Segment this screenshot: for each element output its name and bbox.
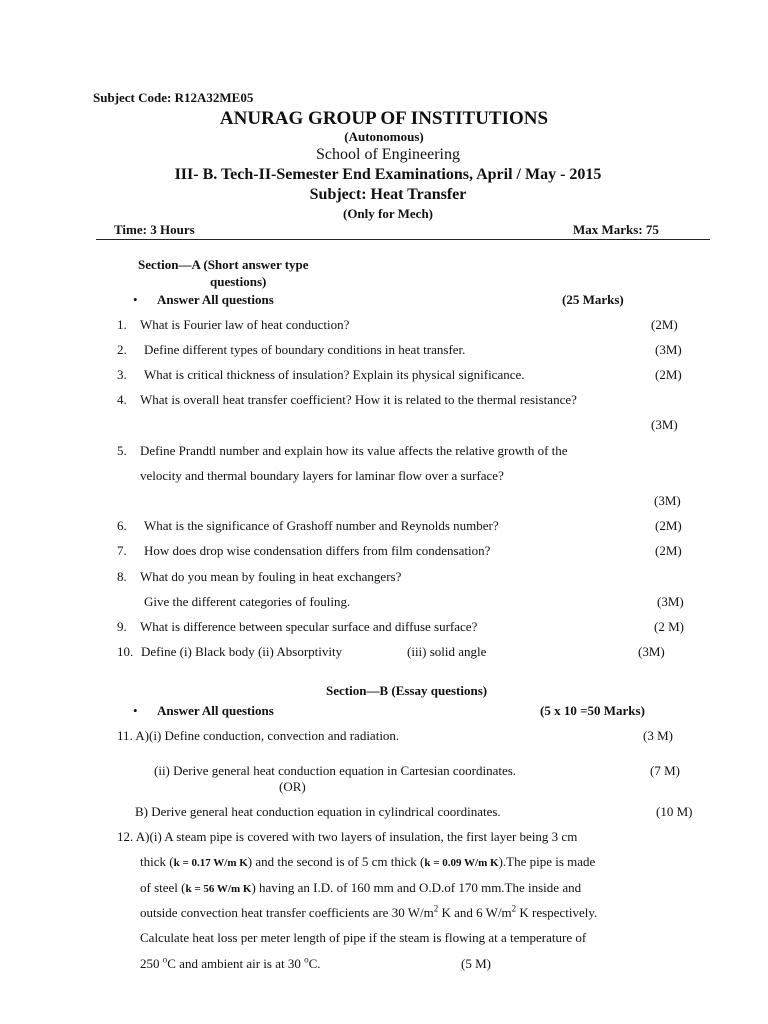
bullet-icon: • (133, 703, 138, 718)
question-text: Define (i) Black body (ii) Absorptivity (141, 644, 343, 659)
question-12-line (140, 905, 597, 921)
section-b-marks: (5 x 10 =50 Marks) (540, 703, 645, 718)
question-marks: (10 M) (656, 804, 693, 819)
text-run: C and ambient air is at 30 (167, 956, 305, 971)
text-run: C. (308, 956, 321, 971)
degree-symbol: o (162, 954, 168, 965)
max-marks-label: Max Marks: 75 (573, 222, 659, 237)
question-text: Define different types of boundary conditions in heat transfer. (144, 342, 466, 357)
question-number: 1. (117, 317, 127, 332)
question-text: What is Fourier law of heat conduction? (140, 317, 350, 332)
text-run: K and 6 W/m (438, 905, 512, 920)
text-run: of steel ( (140, 880, 186, 895)
section-a-marks: (25 Marks) (562, 292, 624, 307)
section-a-title-cont: questions) (210, 274, 267, 289)
text-run: ) and the second is of 5 cm thick ( (247, 854, 425, 869)
conductivity-value: k = 0.17 W/m K (173, 857, 248, 869)
question-text: Define Prandtl number and explain how its value affects the relative growth of the (140, 443, 568, 458)
question-11a-i: 11. A)(i) Define conduction, convection and radiation. (117, 728, 400, 743)
question-marks: (3M) (655, 342, 682, 357)
question-text-cont: velocity and thermal boundary layers for laminar flow over a surface? (140, 468, 504, 483)
question-marks: (2M) (655, 518, 682, 533)
question-text: What is the significance of Grashoff number and Reynolds number? (144, 518, 499, 533)
question-marks: (2 M) (654, 619, 684, 634)
question-11b: B) Derive general heat conduction equation in cylindrical coordinates. (135, 804, 501, 819)
superscript: 2 (511, 903, 517, 914)
question-marks: (3M) (654, 493, 681, 508)
header-divider (96, 239, 710, 240)
only-for-label: (Only for Mech) (342, 206, 434, 221)
degree-symbol: o (304, 954, 309, 965)
question-text: What is overall heat transfer coefficient? How it is related to the thermal resistance? (140, 392, 577, 407)
institution-name: ANURAG GROUP OF INSTITUTIONS (219, 108, 549, 129)
question-marks: (5 M) (461, 956, 491, 971)
subject-title: Subject: Heat Transfer (309, 186, 467, 203)
time-label: Time: 3 Hours (114, 222, 195, 237)
question-text: What is difference between specular surface and diffuse surface? (140, 619, 478, 634)
question-marks: (3M) (638, 644, 665, 659)
bullet-icon: • (133, 292, 138, 307)
question-number: 3. (117, 367, 127, 382)
text-run: 250 (140, 956, 163, 971)
question-12-line (140, 880, 581, 896)
question-12-line: Calculate heat loss per meter length of pipe if the steam is flowing at a temperature of (140, 930, 587, 945)
question-12-line: 12. A)(i) A steam pipe is covered with two layers of insulation, the first layer being 3 cm (117, 829, 578, 844)
exam-title: III- B. Tech-II-Semester End Examinations, April / May - 2015 (174, 166, 602, 183)
question-marks: (2M) (651, 317, 678, 332)
text-run: K respectively. (516, 905, 598, 920)
conductivity-value: k = 56 W/m K (185, 883, 252, 895)
superscript: 2 (433, 903, 439, 914)
question-number: 9. (117, 619, 127, 634)
question-marks: (3 M) (643, 728, 673, 743)
section-b-instruction: Answer All questions (157, 703, 274, 718)
question-text: What is critical thickness of insulation? Explain its physical significance. (144, 367, 525, 382)
question-marks: (2M) (655, 367, 682, 382)
conductivity-value: k = 0.09 W/m K (424, 857, 499, 869)
question-number: 2. (117, 342, 127, 357)
question-marks: (3M) (657, 594, 684, 609)
question-number: 5. (117, 443, 127, 458)
text-run: ) having an I.D. of 160 mm and O.D.of 170 mm.The inside and (251, 880, 582, 895)
question-text-cont: Give the different categories of fouling. (144, 594, 351, 609)
question-number: 4. (117, 392, 127, 407)
question-number: 6. (117, 518, 127, 533)
question-text: How does drop wise condensation differs from film condensation? (144, 543, 491, 558)
question-12-line (140, 854, 595, 870)
subject-code: Subject Code: R12A32ME05 (93, 90, 254, 105)
question-marks: (7 M) (650, 763, 680, 778)
question-number: 10. (117, 644, 134, 659)
text-run: ).The pipe is made (498, 854, 596, 869)
question-marks: (3M) (651, 417, 678, 432)
school-name: School of Engineering (316, 146, 460, 163)
question-number: 7. (117, 543, 127, 558)
question-number: 8. (117, 569, 127, 584)
autonomous-label: (Autonomous) (344, 129, 424, 144)
question-marks: (2M) (655, 543, 682, 558)
question-text-part: (iii) solid angle (407, 644, 487, 659)
section-a-title: Section—A (Short answer type (138, 257, 309, 272)
question-text: What do you mean by fouling in heat exchangers? (140, 569, 402, 584)
section-b-title: Section—B (Essay questions) (326, 683, 488, 698)
question-11a-ii: (ii) Derive general heat conduction equation in Cartesian coordinates. (154, 763, 517, 778)
question-12-line (140, 956, 321, 972)
or-separator: (OR) (279, 779, 306, 794)
text-run: outside convection heat transfer coefficients are 30 W/m (140, 905, 434, 920)
section-a-instruction: Answer All questions (157, 292, 274, 307)
text-run: thick ( (140, 854, 174, 869)
